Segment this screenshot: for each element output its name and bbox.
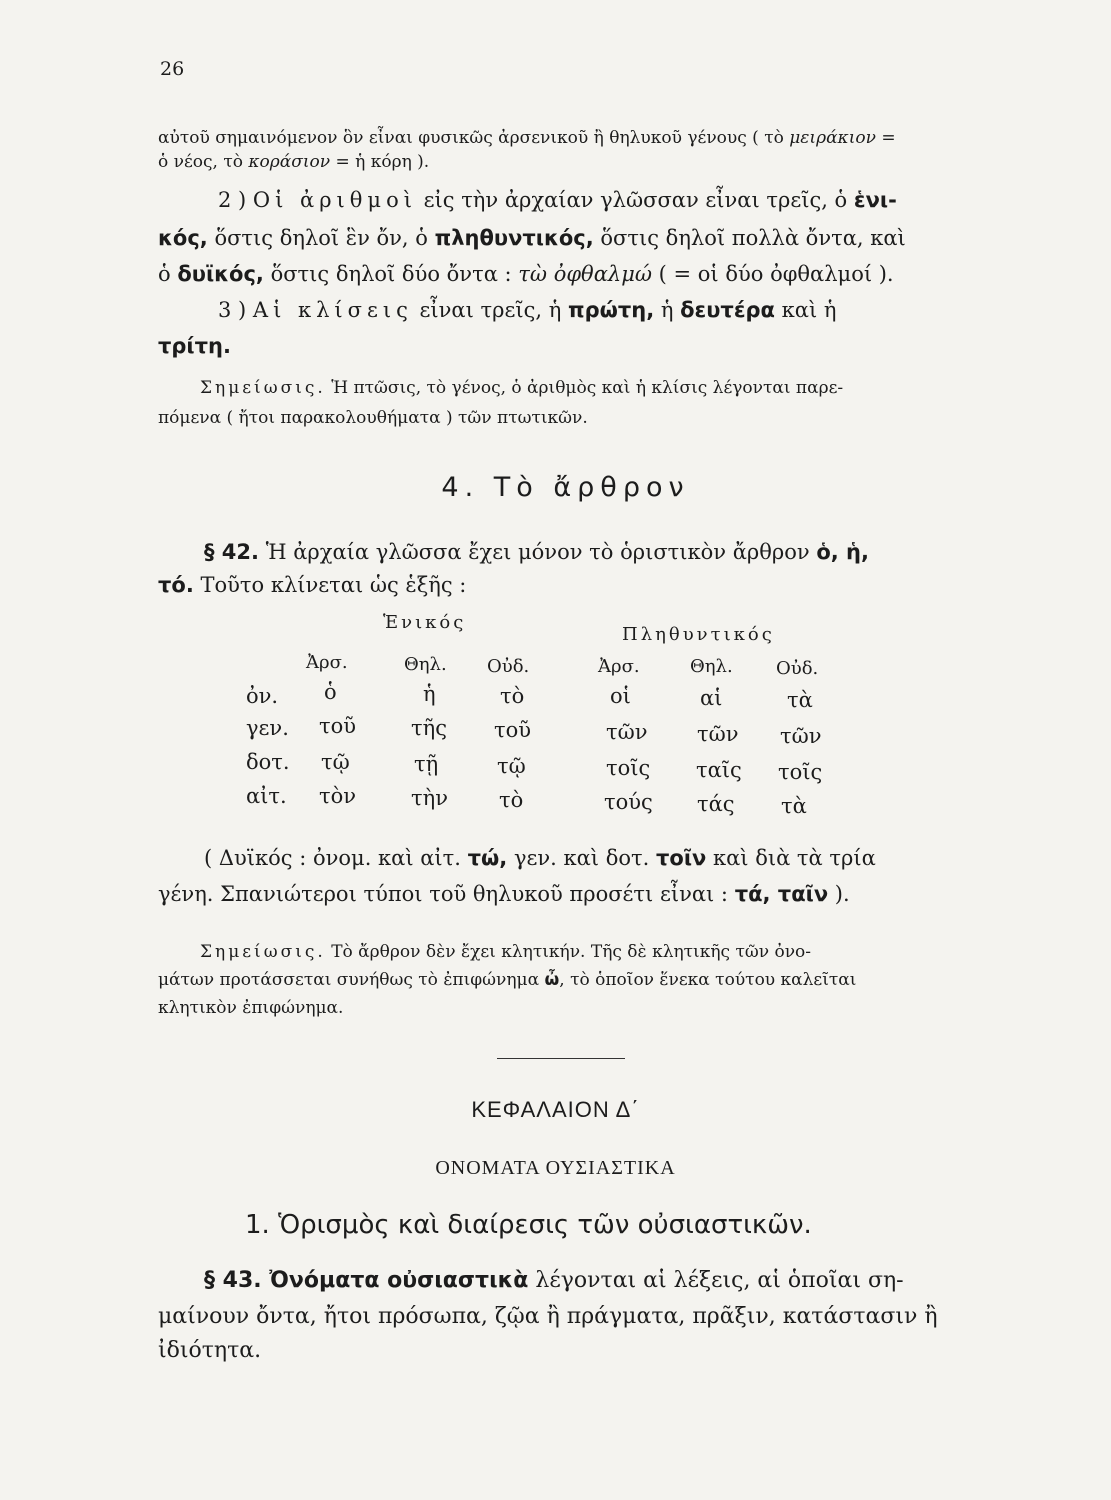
bold-text: δευτέρα (680, 298, 775, 322)
case-label: αἰτ. (246, 784, 287, 808)
text: Ἡ πτῶσις, τὸ γένος, ὁ ἀριθμὸς καὶ ἡ κλίσις λέγονται παρε- (325, 378, 844, 398)
text: 2 ) (218, 188, 253, 212)
text: ὅστις δηλοῖ πολλὰ ὄντα, καὶ (593, 226, 906, 250)
paragraph-43-line-2: μαίνουν ὄντα, ἤτοι πρόσωπα, ζῷα ἢ πράγματα, πρᾶξιν, κατάστασιν ἢ (158, 1304, 938, 1329)
paragraph-43-line-3: ἰδιότητα. (158, 1338, 262, 1363)
table-cell: ἡ (423, 682, 436, 706)
table-cell: τὸ (499, 788, 524, 812)
note-label: Σημείωσις. (200, 942, 326, 962)
numbers-paragraph-line-1 (218, 188, 897, 212)
section-number: § 43. (204, 1268, 262, 1293)
case-label: γεν. (246, 716, 289, 740)
table-cell: τοῦ (319, 714, 357, 738)
text: εἶναι τρεῖς, ἡ (412, 298, 568, 322)
table-cell: ὁ (324, 680, 337, 704)
note-1-line-1 (200, 378, 843, 398)
note-1-line-2: πόμενα ( ἤτοι παρακολουθήματα ) τῶν πτωτικῶν. (158, 408, 588, 428)
bold-text: τώ, (467, 846, 508, 870)
text: , τὸ ὁποῖον ἕνεκα τούτου καλεῖται (559, 970, 857, 990)
bold-text: τρίτη. (158, 334, 231, 358)
paragraph-42-line-1 (204, 540, 869, 564)
bold-text: κός, (158, 226, 208, 250)
text: εἰς τὴν ἀρχαίαν γλῶσσαν εἶναι τρεῖς, ὁ (416, 188, 854, 212)
bold-text: πληθυντικός, (434, 226, 594, 250)
bold-text: δυϊκός, (177, 262, 264, 286)
section-heading-nouns: 1. Ὁρισμὸς καὶ διαίρεσις τῶν οὐσιαστικῶν. (245, 1210, 812, 1240)
bold-text: ὁ, ἡ, (816, 540, 869, 564)
table-cell: τάς (697, 792, 735, 816)
table-cell: τοῖς (606, 756, 651, 780)
bold-text: Ὀνόματα οὐσιαστικὰ (261, 1268, 529, 1293)
top-paragraph-line-2 (158, 152, 429, 172)
top-paragraph-line-1 (158, 128, 896, 148)
dual-paragraph-line-2 (158, 882, 850, 906)
table-cell: τὸ (500, 684, 525, 708)
gender-header: Οὐδ. (776, 658, 819, 679)
text: γεν. καὶ δοτ. (507, 846, 656, 870)
table-cell: τῶν (697, 722, 739, 746)
numbers-paragraph-line-3 (158, 262, 894, 286)
text: ( = οἱ δύο ὀφθαλμοί ). (651, 262, 894, 286)
italic-text: μειράκιον (789, 128, 876, 148)
table-cell: τὰ (781, 794, 807, 818)
group-header-singular: Ἑνικός (383, 612, 467, 633)
text: ἡ (654, 298, 681, 322)
gender-header: Θηλ. (404, 654, 447, 675)
text: = ἡ κόρη ). (330, 152, 430, 172)
gender-header: Θηλ. (690, 656, 733, 677)
text: Τοῦτο κλίνεται ὡς ἑξῆς : (193, 573, 467, 597)
table-cell: αἱ (700, 686, 723, 710)
table-cell: τοῖς (778, 760, 823, 784)
table-cell: τῇ (414, 752, 439, 776)
text: ὁ νέος, τὸ (158, 152, 249, 172)
text: ὁ (158, 262, 178, 286)
declensions-paragraph-line-2 (158, 334, 231, 358)
text: Ἡ ἀρχαία γλῶσσα ἔχει μόνον τὸ ὁριστικὸν ἄρθρον (259, 540, 817, 564)
bold-text: ἑνι- (853, 188, 897, 212)
text: Τὸ ἄρθρον δὲν ἔχει κλητικήν. Τῆς δὲ κλητικῆς τῶν ὀνο- (325, 942, 812, 962)
text: λέγονται αἱ λέξεις, αἱ ὁποῖαι ση- (528, 1268, 904, 1293)
numbers-paragraph-line-2 (158, 226, 906, 250)
italic-text: κοράσιον (248, 152, 331, 172)
chapter-title: ΚΕΦΑΛΑΙΟΝ Δ΄ (471, 1097, 640, 1122)
table-cell: τῷ (321, 750, 350, 774)
dual-paragraph-line-1 (204, 846, 876, 870)
text: καὶ διὰ τὰ τρία (706, 846, 876, 870)
paragraph-42-line-2 (158, 573, 466, 597)
bold-text: τά, ταῖν (734, 882, 829, 906)
section-heading-article: 4. Τὸ ἄρθρον (441, 472, 690, 503)
table-cell: τούς (604, 790, 653, 814)
italic-text: τὼ ὀφθαλμώ (518, 262, 652, 286)
table-cell: τὸν (319, 784, 357, 808)
text: γένη. Σπανιώτεροι τύποι τοῦ θηλυκοῦ προσέτι εἶναι : (158, 882, 735, 906)
text: ὅστις δηλοῖ δύο ὄντα : (263, 262, 519, 286)
paragraph-43-line-1 (204, 1268, 904, 1293)
bold-text: τοῖν (655, 846, 707, 870)
chapter-subtitle: ΟΝΟΜΑΤΑ ΟΥΣΙΑΣΤΙΚΑ (435, 1157, 676, 1179)
spaced-text: Αἱ κλίσεις (252, 298, 413, 322)
table-cell: τῶν (780, 724, 822, 748)
text: ( Δυϊκός : ὀνομ. καὶ αἰτ. (204, 846, 468, 870)
note-2-line-2 (158, 970, 856, 990)
text: 3 ) (218, 298, 253, 322)
declensions-paragraph-line-1 (218, 298, 836, 322)
note-2-line-3: κλητικὸν ἐπιφώνημα. (158, 998, 344, 1018)
table-cell: τὰ (787, 688, 813, 712)
text: = (875, 128, 896, 148)
text: ). (828, 882, 850, 906)
table-cell: τῷ (497, 754, 526, 778)
table-cell: τῶν (606, 720, 648, 744)
gender-header: Ἀρσ. (306, 652, 348, 673)
note-2-line-1 (200, 942, 811, 962)
table-cell: τῆς (411, 716, 447, 740)
note-label: Σημείωσις. (200, 378, 326, 398)
text: μάτων προτάσσεται συνήθως τὸ ἐπιφώνημα (158, 970, 545, 990)
bold-text: ὦ (544, 970, 560, 990)
section-number: § 42. (204, 540, 260, 564)
text: καὶ ἡ (774, 298, 837, 322)
table-cell: ταῖς (696, 758, 742, 782)
table-cell: τὴν (411, 786, 448, 810)
gender-header: Ἀρσ. (598, 656, 640, 677)
bold-text: πρώτη, (567, 298, 655, 322)
text: αὐτοῦ σημαινόμενον ὃν εἶναι φυσικῶς ἀρσενικοῦ ἢ θηλυκοῦ γένους ( τὸ (158, 128, 790, 148)
table-cell: οἱ (610, 684, 631, 708)
gender-header: Οὐδ. (487, 656, 530, 677)
table-cell: τοῦ (494, 718, 532, 742)
page-number: 26 (160, 58, 185, 80)
bold-text: τό. (158, 573, 194, 597)
group-header-plural: Πληθυντικός (622, 624, 775, 645)
text: ὅστις δηλοῖ ἓν ὄν, ὁ (207, 226, 435, 250)
spaced-text: Οἱ ἀριθμοὶ (252, 188, 417, 212)
case-label: ὀν. (246, 684, 279, 708)
divider-rule (497, 1058, 625, 1059)
case-label: δοτ. (246, 750, 290, 774)
